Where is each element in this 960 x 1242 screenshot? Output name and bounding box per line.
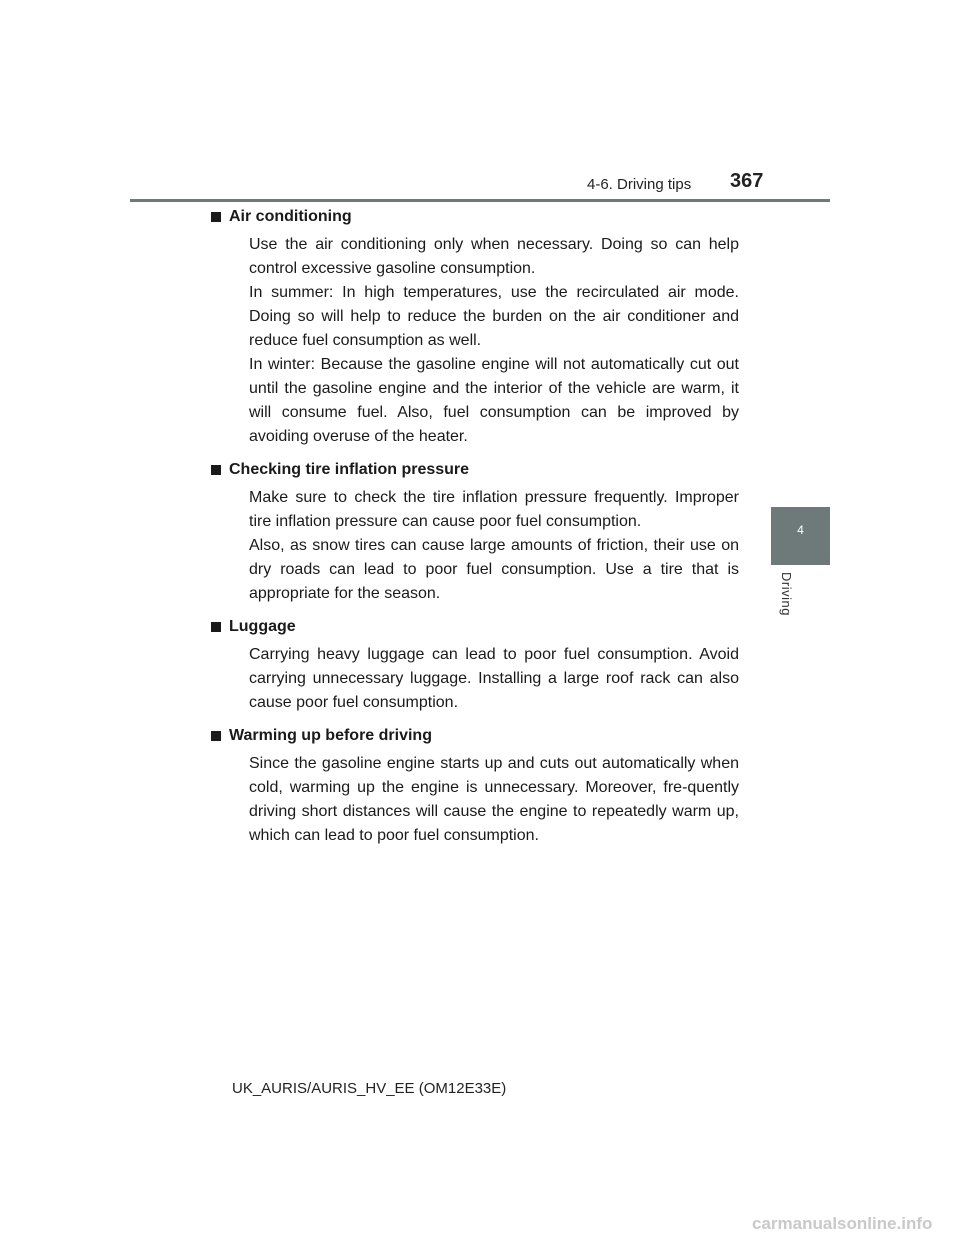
section-heading-text: Luggage xyxy=(229,618,296,635)
section-air-conditioning xyxy=(229,206,739,449)
watermark: carmanualsonline.info xyxy=(752,1214,933,1233)
square-bullet-icon xyxy=(211,465,221,475)
paragraph: Use the air conditioning only when necessary. Doing so can help control excessive gasoline consumption. xyxy=(249,236,739,277)
paragraph: Carrying heavy luggage can lead to poor fuel consumption. Avoid carrying unnecessary luggage. Installing a large roof rack can also cause poor fuel consumption. xyxy=(249,646,739,711)
section-heading xyxy=(209,459,739,481)
page-header xyxy=(0,0,960,205)
chapter-tab xyxy=(771,507,830,565)
paragraph: In summer: In high temperatures, use the recirculated air mode. Doing so will help to reduce the burden on the air conditioner and reduce fuel consumption as well. xyxy=(249,284,739,349)
section-tire-pressure xyxy=(229,459,739,606)
page-number: 367 xyxy=(730,170,764,192)
section-heading-text: Warming up before driving xyxy=(229,727,432,744)
square-bullet-icon xyxy=(211,212,221,222)
section-heading xyxy=(209,616,739,638)
section-luggage xyxy=(229,616,739,715)
section-heading xyxy=(209,206,739,228)
paragraph: Since the gasoline engine starts up and cuts out automatically when cold, warming up the engine is unnecessary. Moreover, fre-quently driving short distances will cause the engine to repeatedly warm up, which can lead to poor fuel consumption. xyxy=(249,755,739,844)
square-bullet-icon xyxy=(211,622,221,632)
paragraph: In winter: Because the gasoline engine will not automatically cut out until the gasoline engine and the interior of the vehicle are warm, it will consume fuel. Also, fuel consumption can be improved by avoiding overuse of the heater. xyxy=(249,356,739,445)
square-bullet-icon xyxy=(211,731,221,741)
chapter-number: 4 xyxy=(797,523,804,537)
paragraph: Also, as snow tires can cause large amounts of friction, their use on dry roads can lead to poor fuel consumption. Use a tire that is appropriate for the season. xyxy=(249,537,739,602)
section-heading-text: Checking tire inflation pressure xyxy=(229,461,470,478)
section-reference: 4-6. Driving tips xyxy=(587,176,692,193)
page-content xyxy=(229,206,739,858)
section-heading-text: Air conditioning xyxy=(229,208,352,225)
document-code: UK_AURIS/AURIS_HV_EE (OM12E33E) xyxy=(232,1080,507,1097)
paragraph: Make sure to check the tire inflation pressure frequently. Improper tire inflation pressure can cause poor fuel consumption. xyxy=(249,489,739,530)
section-heading xyxy=(209,725,739,747)
chapter-label: Driving xyxy=(779,572,794,616)
section-warming-up xyxy=(229,725,739,848)
header-divider xyxy=(130,199,830,202)
